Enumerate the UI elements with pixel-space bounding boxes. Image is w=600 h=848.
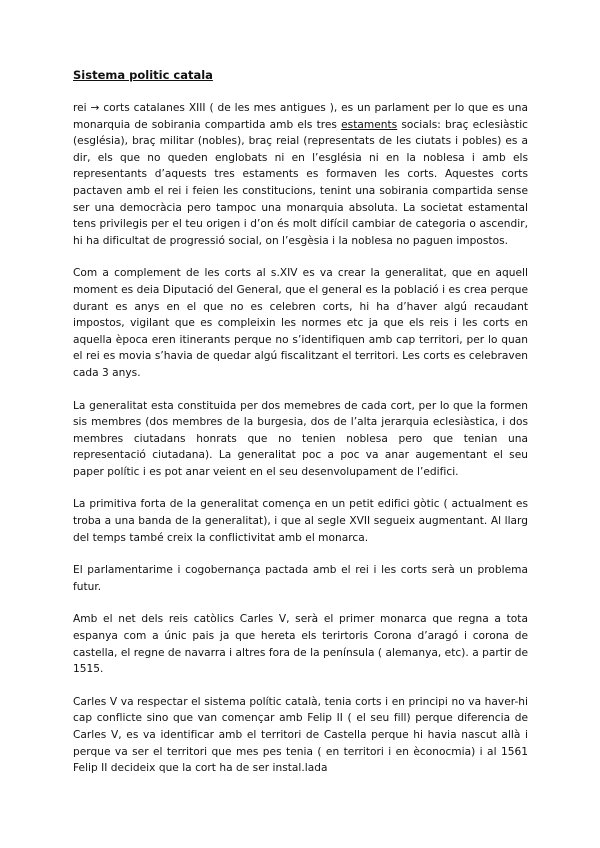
- paragraph-parlamentarisme: El parlamentarime i cogobernança pactada amb el rei i les corts serà un problema futur.: [73, 564, 528, 593]
- document-page: [73, 68, 528, 793]
- paragraph-felip-ii: Carles V va respectar el sistema polític català, tenia corts i en principi no va haver-hi cap conflicte sino que van començar amb Felip II ( el seu fill) perque diferencia de Carles V, es va identificar amb el territori de Castella perque hi havia nascut allà i perque va ser el territori que mes pes tenia ( en territori i en èconocmia) i al 1561 Felip II decideix que la cort ha de ser instal.lada: [73, 695, 528, 775]
- estaments-link[interactable]: estaments: [341, 118, 398, 131]
- paragraph-carles-v: Amb el net dels reis catòlics Carles V, serà el primer monarca que regna a tota espanya com a únic pais ja que hereta els terirtoris Corona d’aragó i corona de castella, el regne de navarra i altres fora de la península ( alemanya, etc). a partir de 1515.: [73, 613, 528, 676]
- paragraph-generalitat-origin: Com a complement de les corts al s.XIV es va crear la generalitat, que en aquell moment es deia Diputació del General, que el general es la població i es crea perque durant es anys en el que no es celebren corts, hi ha d’haver algú recaudant impostos, vigilant que es compleixin les normes etc ja que els reis i les corts en aquella època eren itinerants perque no s’identifiquen amb cap territori, per lo quan el rei es movia s’havia de quedar algú fiscalitzant el territori. Les corts es celebraven cada 3 anys.: [73, 267, 528, 379]
- paragraph-corts-text-start: rei → corts catalanes XIII ( de les mes antigues ), es un parlament per lo que es una monarquia de sobirania compartida amb els tres: [73, 102, 528, 131]
- paragraph-generalitat-building: La primitiva forta de la generalitat comença en un petit edifici gòtic ( actualment es troba a una banda de la generalitat), i que al segle XVII segueix augmentant. Al llarg del temps també creix la conflictivitat amb el monarca.: [73, 498, 528, 544]
- document-title: Sistema politic catala: [73, 68, 213, 82]
- paragraph-generalitat-members: La generalitat esta constituida per dos memebres de cada cort, per lo que la formen sis membres (dos membres de la burgesia, dos de l’alta jerarquia eclesiàstica, i dos membres ciutadans honrats que no tenien noblesa pero que tenian una representació ciutadana). La generalitat poc a poc va anar augementant el seu paper polític i es pot anar veient en el seu desenvolupament de l’edifici.: [73, 399, 528, 478]
- paragraph-corts: [73, 100, 528, 249]
- paragraph-corts-text-end: socials: braç eclesiàstic (església), braç militar (nobles), braç reial (representats de les ciutats i pobles) es a dir, els que no queden englobats ni en l’església ni en la noblesa i amb els representants d’aquests tres estaments es formaven les corts. Aquestes corts pactaven amb el rei i feien les constitucions, tenint una sobirania compartida sense ser una democràcia pero tampoc una monarquia absoluta. La societat estamental tens privilegis per el teu origen i d’on és molt difícil cambiar de categoria o ascendir, hi ha dificultat de progressió social, on l’esgèsia i la noblesa no paguen impostos.: [73, 118, 529, 247]
